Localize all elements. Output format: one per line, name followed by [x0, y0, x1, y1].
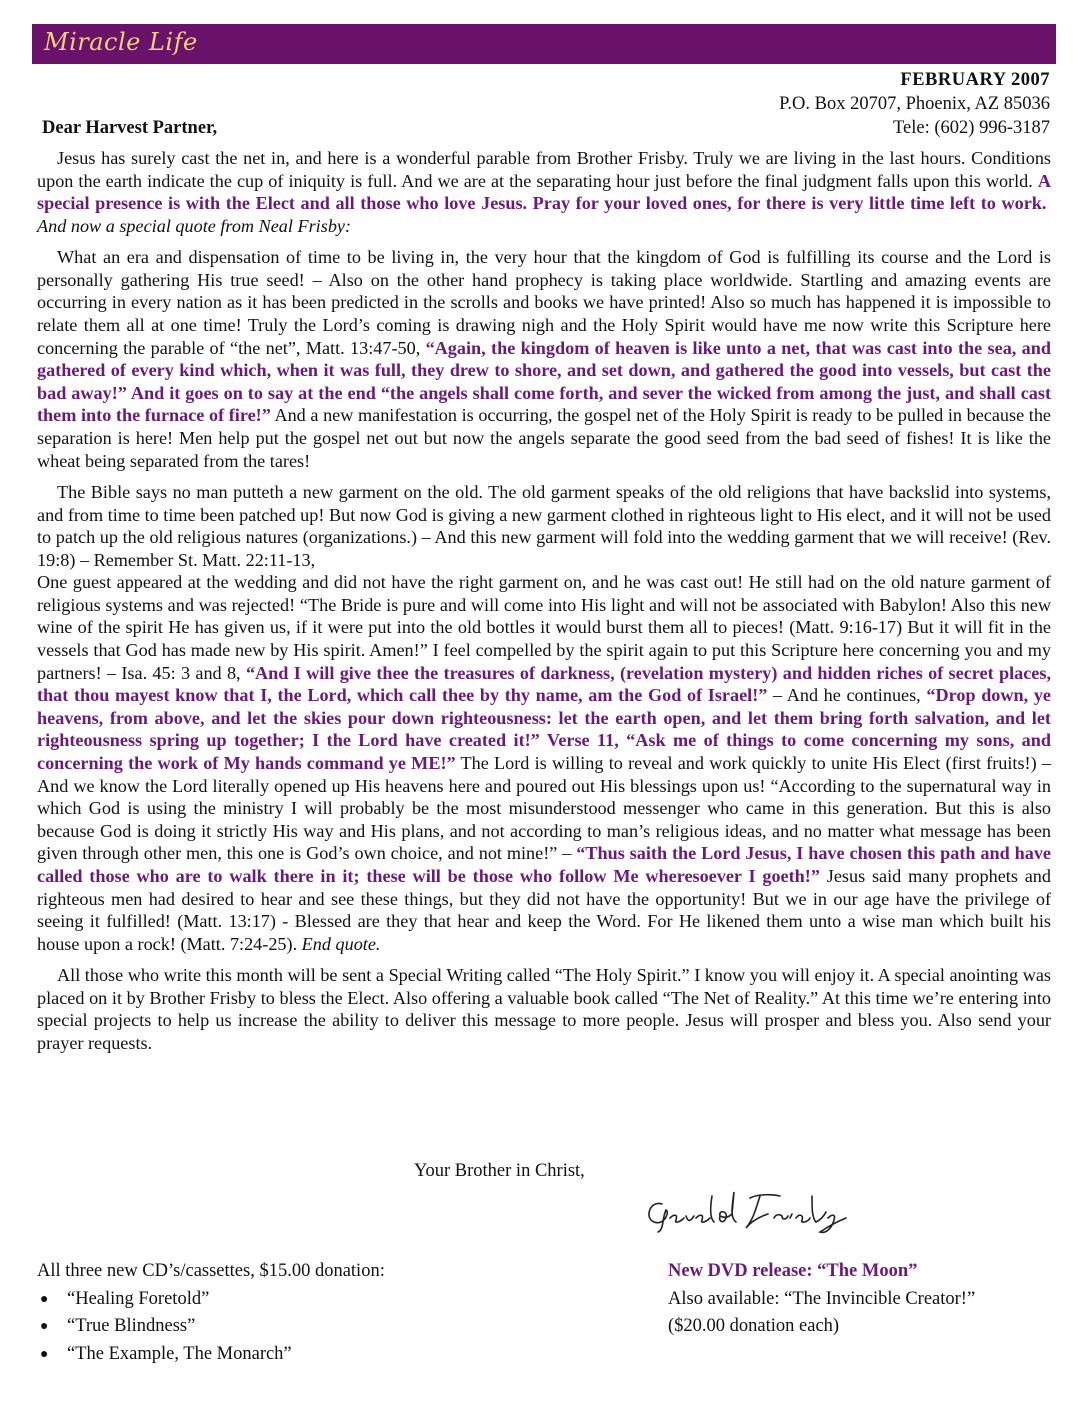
mailing-address: P.O. Box 20707, Phoenix, AZ 85036 — [779, 94, 1050, 114]
paragraph-4: One guest appeared at the wedding and did not have the right garment on, and he was cast out! He still had on the old nature garment of religious systems and was rejected! “The Bride is pure and will come into His light and will not be associated with Babylon! Also this new wine of the spirit He has given us, if it were put into the old bottles it would burst them all to pieces! (Matt. 9:16-17) But it will fit in the vessels that God has made new by His spirit. Amen!” I feel compelled by the spirit again to put this Scripture here concerning you and my partners! – Isa. 45: 3 and 8, “And I will give thee the treasures of darkness, (revelation mystery) and hidden riches of secret places, that thou mayest know that I, the Lord, which call thee by thy name, am the God of Israel!” – And he continues, “Drop down, ye heavens, from above, and let the skies pour down righteousness: let the earth open, and let them bring forth salvation, and let righteousness spring up together; I the Lord have created it!” Verse 11, “Ask me of things to come concerning my sons, and concerning the work of My hands command ye ME!” The Lord is willing to reveal and work quickly to unite His Elect (first fruits!) – And we know the Lord literally opened up His heavens here and poured out His blessings upon us! “According to the supernatural way in which God is using the ministry I will probably be the most misunderstood messenger who came in this generation. But this is also because God is doing it strictly His way and His plans, and not according to man’s religious ideas, and no matter what message has been given through other men, this one is God’s own choice, and not mine!” – “Thus saith the Lord Jesus, I have chosen this path and have called those who are to walk there in it; these will be those who follow Me wheresoever I goeth!” Jesus said many prophets and righteous men had desired to hear and see these things, but they did not have the opportunity! But we in our age have the privilege of seeing it fulfilled! (Matt. 13:17) - Blessed are they that hear and keep the Word. For He likened them unto a wise man which built his house upon a rock! (Matt. 7:24-25). End quote. — [37, 572, 1052, 954]
cd-offer-heading: All three new CD’s/cassettes, $15.00 donation: — [37, 1261, 385, 1281]
highlight-text: “Thus saith the Lord Jesus, I have chosen this path and have called those who are to walk there in it; these will be those who follow Me wheresoever I goeth!” — [37, 843, 1051, 886]
phone-number: Tele: (602) 996-3187 — [893, 118, 1050, 138]
cd-offer — [37, 1258, 385, 1368]
list-item: ● “The Example, The Monarch” — [37, 1341, 385, 1369]
dvd-title: New DVD release: “The Moon” — [668, 1261, 918, 1281]
cd-list — [37, 1286, 385, 1369]
highlight-text: “And I will give thee the treasures of darkness, (revelation mystery) and hidden riches of secret places, that thou mayest know that I, the Lord, which call thee by thy name, am the God of Israel!” — [37, 662, 1052, 706]
salutation: Dear Harvest Partner, — [42, 118, 218, 138]
bullet-icon: ● — [40, 1319, 49, 1334]
list-item: ● “Healing Foretold” — [37, 1286, 385, 1314]
dvd-also-available: Also available: “The Invincible Creator!” — [668, 1288, 976, 1309]
highlight-text: A special presence is with the Elect and all those who love Jesus. Pray for your loved ones, for there is very little time left to work. — [37, 170, 1051, 214]
list-item: ● “True Blindness” — [37, 1313, 385, 1341]
letter-body — [37, 147, 1051, 1063]
issue-date: FEBRUARY 2007 — [900, 70, 1050, 90]
highlight-text: “Drop down, ye heavens, from above, and let the skies pour down righteousness: let the earth open, and let them bring forth salvation, and let righteousness spring up together; I the Lord have created it!” Verse 11, “Ask me of things to come concerning my sons, and concerning the work of My hands command ye ME!” — [37, 685, 1051, 774]
bullet-icon: ● — [40, 1291, 49, 1307]
dvd-offer — [668, 1258, 975, 1341]
italic-text: And now a special quote from Neal Frisby: — [37, 215, 352, 236]
highlight-text: “Again, the kingdom of heaven is like unto a net, that was cast into the sea, and gathered of every kind which, when it was full, they drew to shore, and set down, and gathered the good into vessels, but cast the bad away!” And it goes on to say at the end “the angels shall come forth, and sever the wicked from among the just, and shall cast them into the furnace of fire!” — [37, 337, 1051, 426]
paragraph-3: The Bible says no man putteth a new garment on the old. The old garment speaks of the old religions that have backslid into systems, and from time to time been patched up! But now God is giving a new garment clothed in righteous light to His elect, and it will not be used to patch up the old religious natures (organizations.) – And this new garment will fold into the wedding garment that we will receive! (Rev. 19:8) – Remember St. Matt. 22:11-13, — [37, 481, 1051, 570]
paragraph-2: What an era and dispensation of time to be living in, the very hour that the kingdom of God is fulfilling its course and the Lord is personally gathering His true seed! – Also on the other hand prophecy is taking place worldwide. Startling and amazing events are occurring in every nation as it has been predicted in the scrolls and books we have printed! Also so much has happened it is impossible to relate them all at one time! Truly the Lord’s coming is drawing nigh and the Holy Spirit would have me now write this Scripture here concerning the parable of “the net”, Matt. 13:47-50, “Again, the kingdom of heaven is like unto a net, that was cast into the sea, and gathered of every kind which, when it was full, they drew to shore, and set down, and gathered the good into vessels, but cast the bad away!” And it goes on to say at the end “the angels shall come forth, and sever the wicked from among the just, and shall cast them into the furnace of fire!” And a new manifestation is occurring, the gospel net of the Holy Spirit is ready to be pulled in because the separation is here! Men help put the gospel net out but now the angels separate the good seed from the bad seed of fishes! It is like the wheat being separated from the tares! — [37, 247, 1052, 471]
paragraph-5: All those who write this month will be sent a Special Writing called “The Holy Spirit.” I know you will enjoy it. A special anointing was placed on it by Brother Frisby to bless the Elect. Also offering a valuable book called “The Net of Reality.” At this time we’re entering into special projects to help us increase the ability to deliver this message to more people. Jesus will prosper and bless you. Also send your prayer requests. — [37, 965, 1051, 1053]
dvd-price: ($20.00 donation each) — [668, 1316, 840, 1336]
signature-image — [640, 1188, 856, 1236]
header-banner — [32, 24, 1056, 64]
banner-title: Miracle Life — [44, 28, 198, 56]
closing-line: Your Brother in Christ, — [414, 1161, 585, 1181]
bullet-icon: ● — [40, 1346, 49, 1362]
italic-text: End quote. — [301, 933, 381, 954]
paragraph-1: Jesus has surely cast the net in, and here is a wonderful parable from Brother Frisby. Truly we are living in the last hours. Conditions upon the earth indicate the cup of iniquity is full. And we are at the separating hour just before the final judgment falls upon this world. A special presence is with the Elect and all those who love Jesus. Pray for your loved ones, for there is very little time left to work. And now a special quote from Neal Frisby: — [37, 148, 1051, 236]
